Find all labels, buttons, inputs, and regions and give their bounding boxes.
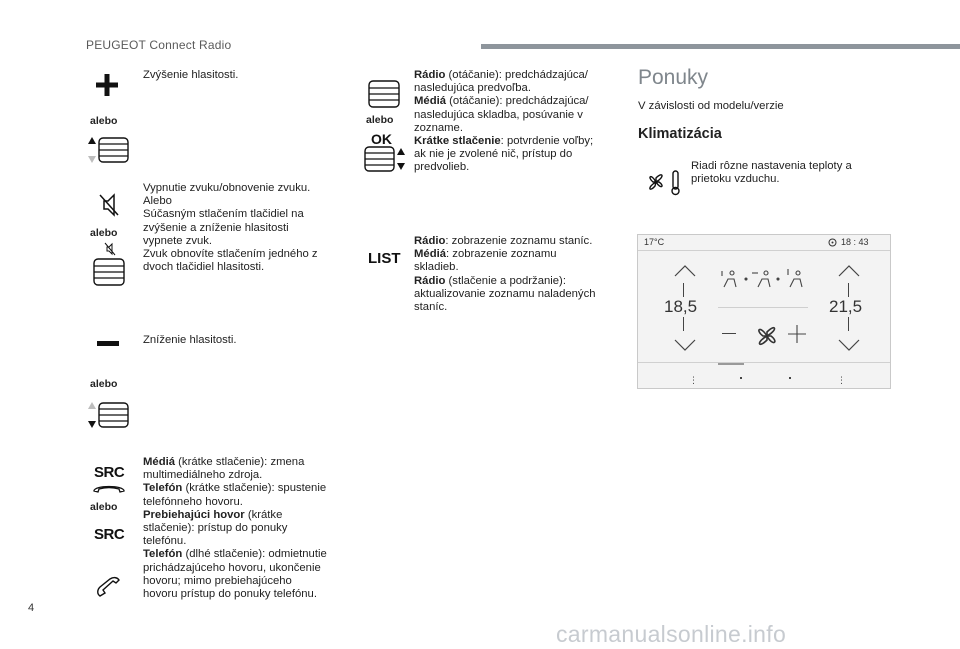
menu-dots[interactable]: ⋮	[689, 375, 698, 385]
ok-label: OK	[371, 131, 392, 147]
climate-screen	[637, 234, 891, 389]
handset-icon	[96, 576, 122, 598]
alebo-label: alebo	[90, 115, 118, 127]
thumbwheel-press-icon	[364, 146, 406, 172]
alebo-label: alebo	[90, 378, 118, 390]
running-header: PEUGEOT Connect Radio	[86, 38, 232, 52]
climate-text: Riadi rôzne nastavenia teploty a prietoku vzduchu.	[691, 160, 852, 186]
alebo-label: alebo	[90, 227, 118, 239]
page-number: 4	[28, 602, 35, 614]
right-temp-up-icon[interactable]	[838, 265, 860, 277]
left-temp-up-icon[interactable]	[674, 265, 696, 277]
right-temperature: 21,5	[829, 297, 863, 316]
screen-status-bar	[638, 235, 890, 250]
src-description: Médiá (krátke stlačenie): zmena multimediálneho zdroja. Telefón (krátke stlačenie): spustenie telefónneho hovoru. Prebiehajúci hovor (krátke stlačenie): prístup do ponuky telefónu. Telefón (dlhé stlačenie): odmietnutie prichádzajúceho hovoru, ukončenie hovoru; mimo prebiehajúceho hovoru prístup do ponuky telefónu.	[143, 456, 327, 601]
volume-down-text: Zníženie hlasitosti.	[143, 334, 237, 346]
location-icon	[828, 238, 837, 247]
alebo-label: alebo	[90, 501, 118, 513]
src-button-label: SRC	[94, 464, 125, 481]
volume-up-text: Zvýšenie hlasitosti.	[143, 69, 239, 81]
header-bar	[481, 44, 960, 49]
phone-icon	[92, 482, 126, 494]
air-distribution-icons[interactable]	[718, 267, 814, 295]
section-heading-ponuky: Ponuky	[638, 66, 709, 89]
clock: 18 : 43	[841, 237, 869, 247]
radio-rotation-text: Rádio (otáčanie): predchádzajúca/ nasledujúca predvoľba. Médiá (otáčanie): predchádzajúca/ nasledujúca skladba, posúvanie v zozname. Krátke stlačenie: potvrdenie voľby; ak nie je zvolené nič, prístup do predvolieb.	[414, 69, 594, 174]
list-button-label: LIST	[368, 250, 401, 267]
thumbwheel-icon	[93, 258, 125, 286]
mute-text: Vypnutie zvuku/obnovenie zvuku. Alebo Súčasným stlačením tlačidiel na zvýšenie a zníženie hlasitosti vypnete zvuk. Zvuk obnovíte stlačením jedného z dvoch tlačidiel hlasitosti.	[143, 182, 318, 274]
fan-plus-icon[interactable]	[788, 325, 806, 343]
volume-minus-icon	[97, 341, 119, 347]
left-temperature: 18,5	[664, 297, 698, 316]
src-button-label: SRC	[94, 526, 125, 543]
climate-icon	[645, 168, 685, 196]
thumbwheel-icon	[368, 80, 400, 108]
list-text: Rádio: zobrazenie zoznamu staníc. Médiá: zobrazenie zoznamu skladieb. Rádio (stlačenie a podržanie): aktualizovanie zoznamu naladených staníc.	[414, 235, 596, 314]
left-temp-down-icon[interactable]	[674, 339, 696, 351]
thumbwheel-up-icon	[88, 137, 130, 163]
subsection-heading-klimatizacia: Klimatizácia	[638, 126, 722, 142]
menu-dot[interactable]	[789, 377, 791, 379]
menu-dot[interactable]	[740, 377, 742, 379]
fan-icon	[754, 321, 780, 351]
right-temp-down-icon[interactable]	[838, 339, 860, 351]
watermark: carmanualsonline.info	[556, 621, 787, 647]
volume-plus-icon	[96, 74, 118, 96]
outside-temperature: 17°C	[644, 237, 665, 247]
thumbwheel-down-icon	[88, 402, 130, 428]
alebo-label: alebo	[366, 114, 394, 126]
menu-dots[interactable]: ⋮	[837, 375, 846, 385]
mute-small-icon	[104, 242, 116, 256]
model-note: V závislosti od modelu/verzie	[638, 100, 784, 112]
mute-icon	[98, 193, 120, 217]
